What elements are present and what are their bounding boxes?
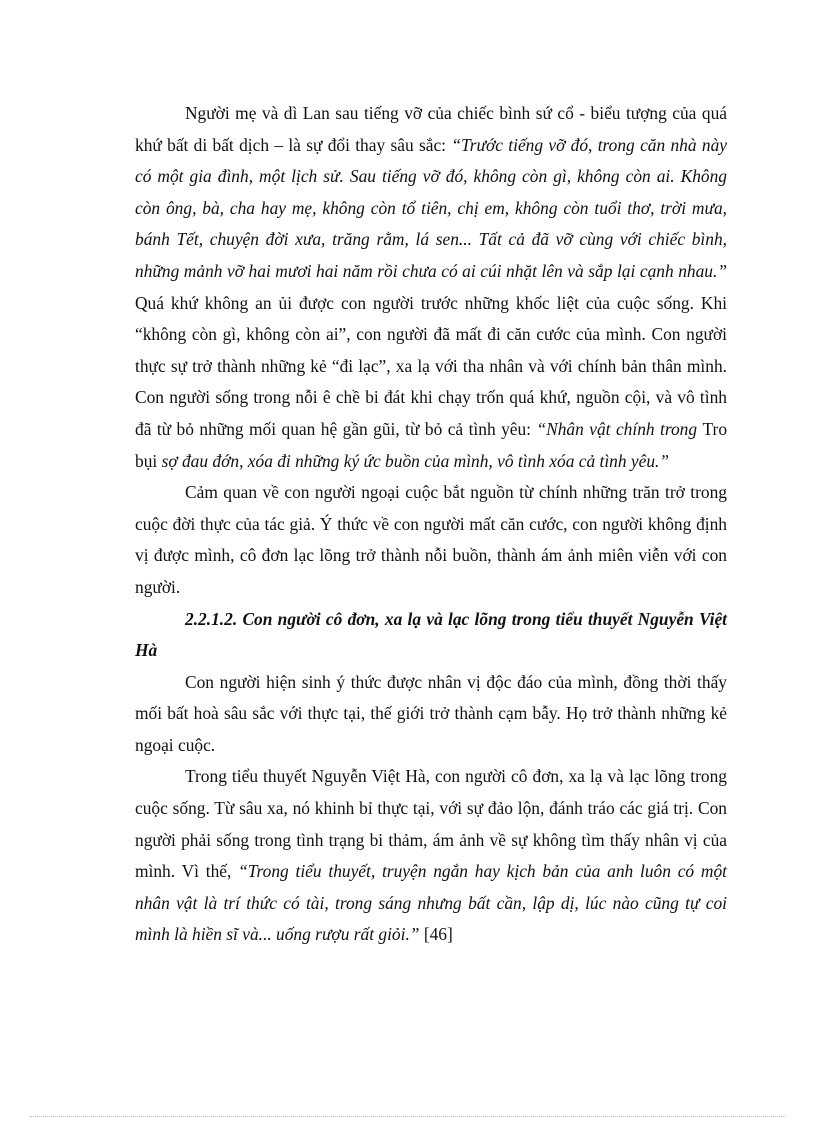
paragraph-4 (135, 761, 727, 951)
paragraph-1-text-a: Người mẹ và dì Lan sau tiếng vỡ của chiếc bình sứ cổ - biểu tượng của quá khứ bất di bất dịch – là sự đổi thay sâu sắc: (135, 103, 727, 155)
bottom-divider (30, 1116, 786, 1117)
citation-ref: [46] (419, 924, 453, 945)
section-heading: 2.2.1.2. Con người cô đơn, xa lạ và lạc lõng trong tiểu thuyết Nguyễn Việt Hà (135, 608, 727, 661)
paragraph-2: Cảm quan về con người ngoại cuộc bắt nguồn từ chính những trăn trở trong cuộc đời thực của tác giả. Ý thức về con người mất căn cước, con người không định vị được mình, cô đơn lạc lõng trở thành nỗi buồn, thành ám ảnh miên viễn với con người. (135, 482, 727, 597)
page-body (135, 98, 727, 951)
paragraph-4-text-a: Trong tiểu thuyết Nguyễn Việt Hà, con người cô đơn, xa lạ và lạc lõng trong cuộc sống. Từ sâu xa, nó khinh bỉ thực tại, với sự đảo lộn, đánh tráo các giá trị. Con người phải sống trong tình trạng bi thảm, ám ảnh về sự không tìm thấy nhân vị của mình. Vì thế, (135, 766, 727, 882)
paragraph-3: Con người hiện sinh ý thức được nhân vị độc đáo của mình, đồng thời thấy mối bất hoà sâu sắc với thực tại, thế giới trở thành cạm bẫy. Họ trở thành những kẻ ngoại cuộc. (135, 671, 727, 755)
quote-broken-vase: “Trước tiếng vỡ đó, trong căn nhà này có một gia đình, một lịch sử. Sau tiếng vỡ đó, không còn gì, không còn ai. Không còn ông, bà, cha hay mẹ, không còn tổ tiên, chị em, không còn tuổi thơ, trời mưa, bánh Tết, chuyện đời xưa, trăng rằm, lá sen... Tất cả đã vỡ cùng với chiếc bình, những mảnh vỡ hai mươi hai năm rồi chưa có ai cúi nhặt lên và sắp lại cạnh nhau.” (135, 134, 727, 281)
quote-main-character: “Nhân vật chính trong (536, 418, 703, 439)
book-title-tro-bui: Tro bụi (135, 418, 728, 471)
quote-nguyen-viet-ha: “Trong tiểu thuyết, truyện ngắn hay kịch bản của anh luôn có một nhân vật là trí thức có tài, trong sáng nhưng bất cần, lập dị, lúc nào cũng tự coi mình là hiền sĩ và... uống rượu rất giỏi.” (135, 861, 727, 945)
paragraph-1 (135, 98, 727, 477)
paragraph-1-text-c: Quá khứ không an ủi được con người trước những khốc liệt của cuộc sống. Khi “không còn gì, không còn ai”, con người đã mất đi căn cước của mình. Con người thực sự trở thành những kẻ “đi lạc”, xa lạ với tha nhân và với chính bản thân mình. Con người sống trong nỗi ê chề bi đát khi chạy trốn quá khứ, nguồn cội, và vô tình đã từ bỏ những mối quan hệ gần gũi, từ bỏ cả tình yêu: (135, 292, 727, 439)
quote-main-character-end: sợ đau đớn, xóa đi những ký ức buồn của mình, vô tình xóa cả tình yêu.” (157, 450, 670, 471)
